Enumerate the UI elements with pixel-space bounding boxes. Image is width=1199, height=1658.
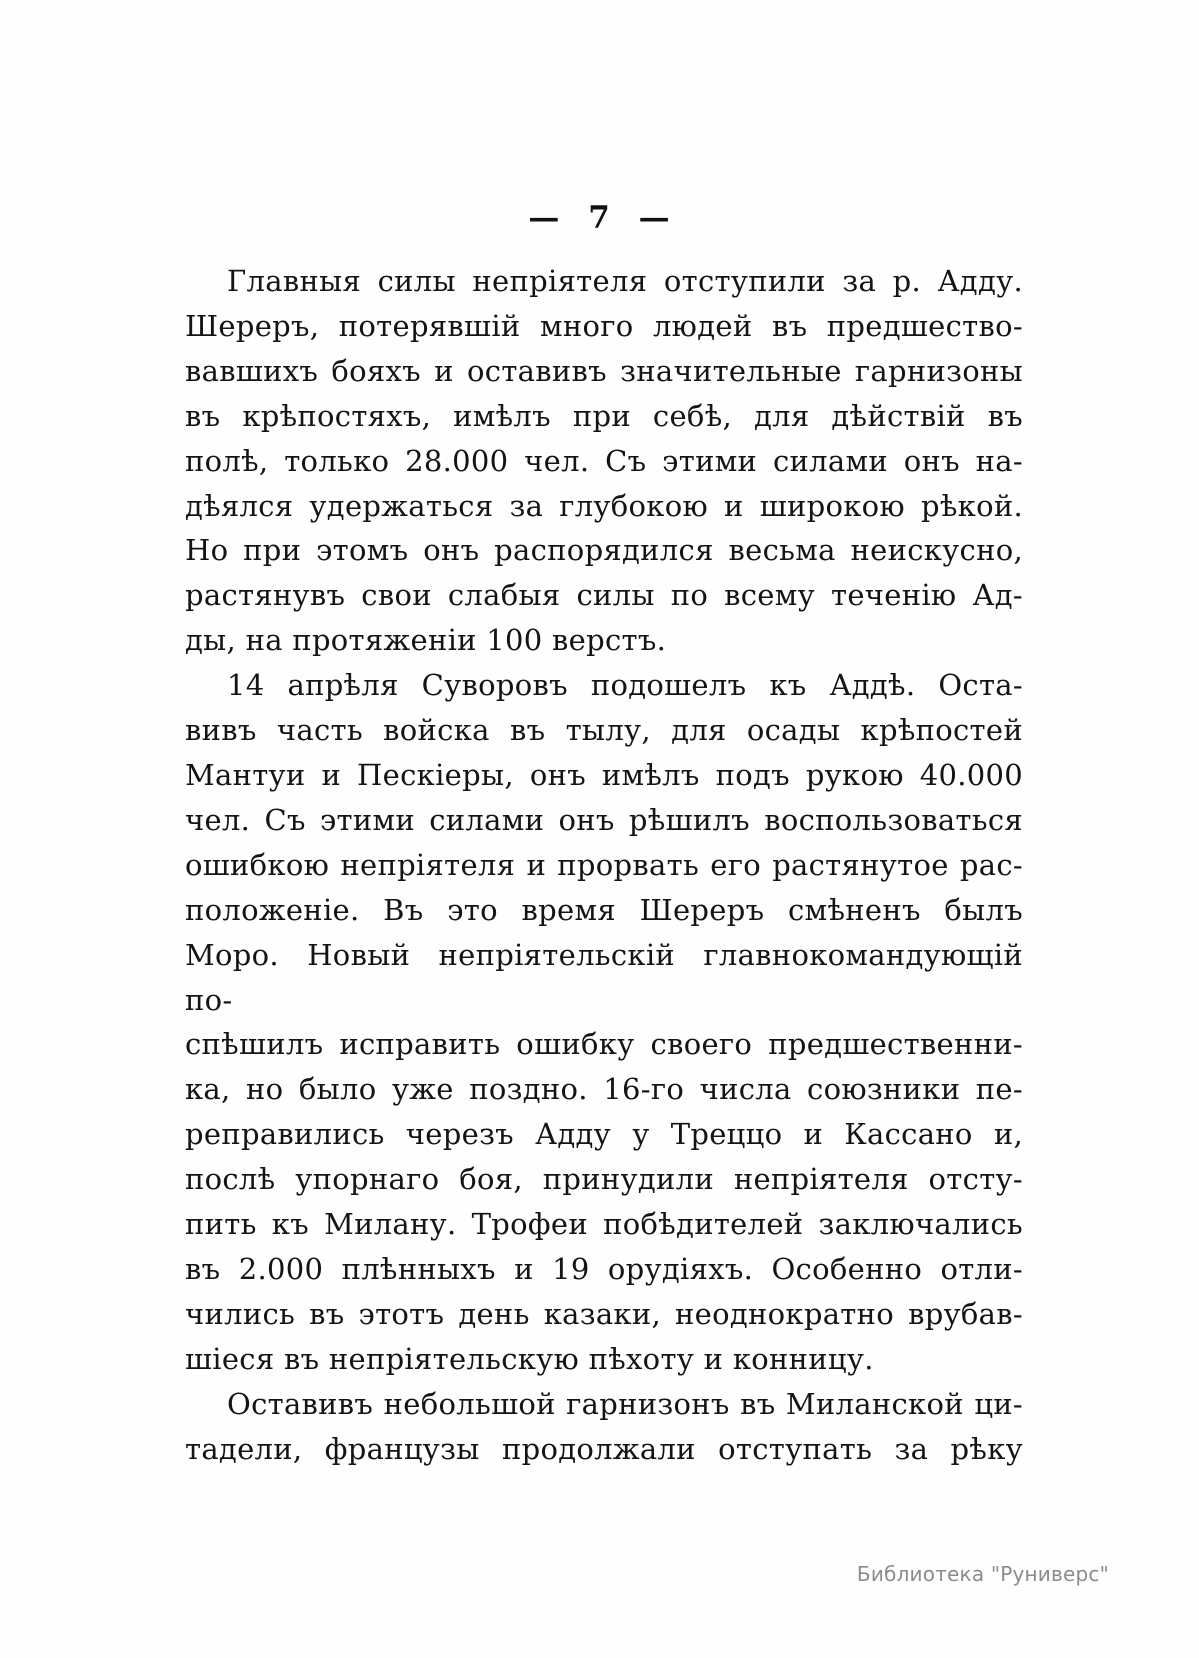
text-line: въ 2.000 плѣнныхъ и 19 орудіяхъ. Особенно отли- — [185, 1251, 1023, 1286]
text-line: въ крѣпостяхъ, имѣлъ при себѣ, для дѣйствій въ — [185, 398, 1023, 433]
text-line: чились въ этотъ день казаки, неоднократно врубав- — [185, 1296, 1023, 1331]
text-line: Шереръ, потерявшій много людей въ предшество- — [185, 308, 1023, 343]
text-line: шіеся въ непріятельскую пѣхоту и конницу. — [185, 1341, 874, 1376]
text-line: Но при этомъ онъ распорядился весьма неискусно, — [185, 533, 1023, 568]
text-line: полѣ, только 28.000 чел. Съ этими силами онъ на- — [185, 443, 1023, 478]
text-line: растянувъ свои слабыя силы по всему теченію Ад- — [185, 578, 1023, 613]
text-line: послѣ упорнаго боя, принудили непріятеля отсту- — [185, 1162, 1023, 1197]
text-line: спѣшилъ исправить ошибку своего предшественни- — [185, 1027, 1023, 1062]
text-line: Оставивъ небольшой гарнизонъ въ Миланской ци- — [227, 1386, 1023, 1421]
text-line: ды, на протяженіи 100 верстъ. — [185, 623, 667, 658]
text-line: 14 апрѣля Суворовъ подошелъ къ Аддѣ. Оста- — [227, 668, 1023, 703]
text-line: Мантуи и Пескіеры, онъ имѣлъ подъ рукою 40.000 — [185, 757, 1023, 792]
text-line: Главныя силы непріятеля отступили за р. Адду. — [227, 264, 1023, 298]
text-line: вивъ часть войска въ тылу, для осады крѣпостей — [185, 713, 1023, 748]
text-line: чел. Съ этими силами онъ рѣшилъ воспользоваться — [185, 802, 1023, 837]
text-line: ошибкою непріятеля и прорвать его растянутое рас- — [185, 847, 1023, 882]
body-text — [185, 259, 1023, 1471]
text-line: ка, но было уже поздно. 16-го числа союзники пе- — [185, 1072, 1023, 1107]
text-line: реправились черезъ Адду у Треццо и Кассано и, — [185, 1117, 1023, 1152]
text-line: положеніе. Въ это время Шереръ смѣненъ былъ — [185, 892, 1023, 927]
text-line: дѣялся удержаться за глубокою и широкою рѣкой. — [185, 488, 1023, 523]
text-line: Моро. Новый непріятельскій главнокомандующій по- — [185, 937, 1023, 1017]
text-line: пить къ Милану. Трофеи побѣдителей заключались — [185, 1207, 1023, 1242]
page-number: — 7 — — [528, 200, 671, 236]
text-line: вавшихъ бояхъ и оставивъ значительные гарнизоны — [185, 353, 1023, 388]
library-watermark: Библиотека "Руниверс" — [856, 1562, 1109, 1586]
text-line: тадели, французы продолжали отступать за рѣку — [185, 1431, 1023, 1466]
